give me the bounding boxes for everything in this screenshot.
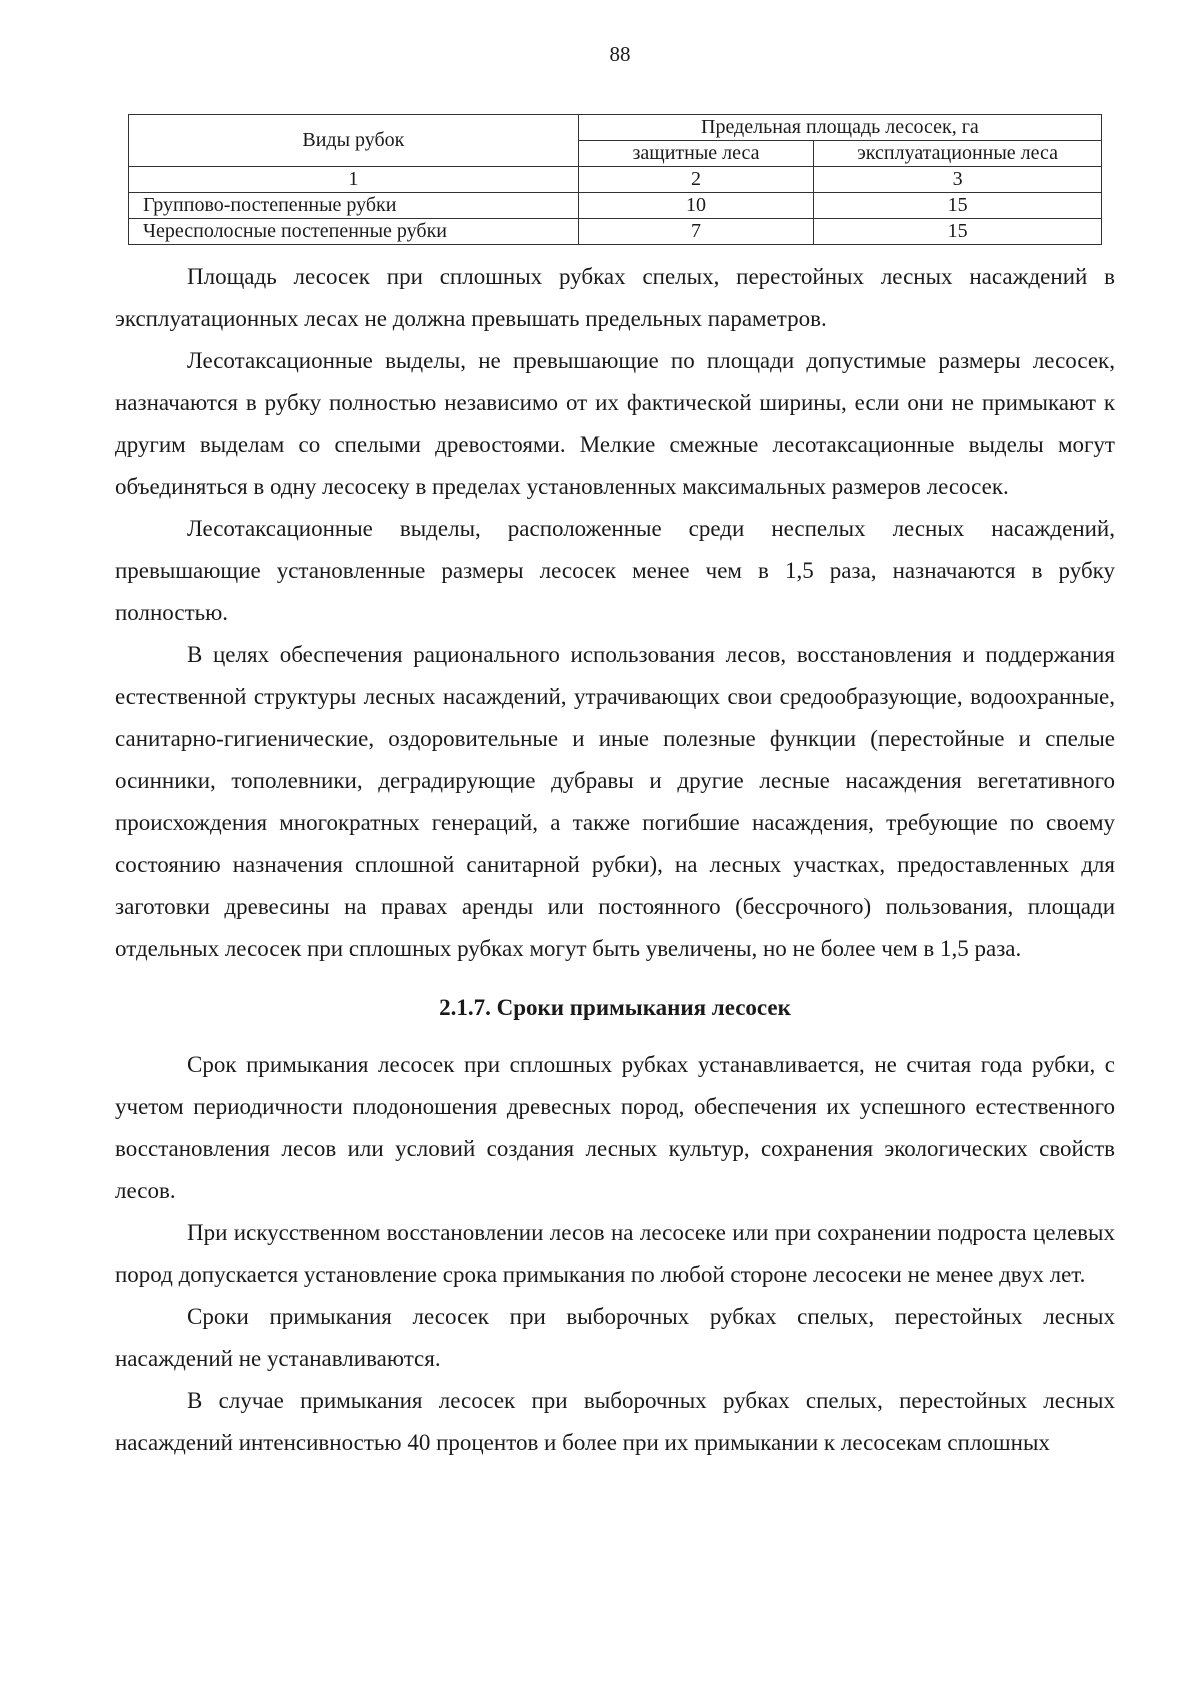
paragraph: Площадь лесосек при сплошных рубках спелых, перестойных лесных насаждений в эксплуатационных лесах не должна превышать предельных параметров.	[115, 264, 1115, 331]
paragraph: Сроки примыкания лесосек при выборочных рубках спелых, перестойных лесных насаждений не устанавливаются.	[115, 1304, 1115, 1371]
paragraph: Срок примыкания лесосек при сплошных рубках устанавливается, не считая года рубки, с учетом периодичности плодоношения древесных пород, обеспечения их успешного естественного восстановления лесов или условий создания лесных культур, сохранения экологических свойств лесов.	[115, 1052, 1115, 1203]
header-protective-forests: защитные леса	[578, 141, 813, 167]
cut-type-cell: Чересполосные постепенные рубки	[129, 219, 579, 245]
paragraph: В случае примыкания лесосек при выборочных рубках спелых, перестойных лесных насаждений интенсивностью 40 процентов и более при их примыкании к лесосекам сплошных	[115, 1388, 1115, 1455]
paragraph: В целях обеспечения рационального использования лесов, восстановления и поддержания естественной структуры лесных насаждений, утрачивающих свои средообразующие, водоохранные, санитарно-гигиенические, оздоровительные и иные полезные функции (перестойные и спелые осинники, тополевники, деградирующие дубравы и другие лесные насаждения вегетативного происхождения многократных генераций, а также погибшие насаждения, требующие по своему состоянию назначения сплошной санитарной рубки), на лесных участках, предоставленных для заготовки древесины на правах аренды или постоянного (бессрочного) пользования, площади отдельных лесосек при сплошных рубках могут быть увеличены, но не более чем в 1,5 раза.	[115, 642, 1115, 961]
page-number: 88	[609, 42, 631, 66]
index-cell: 3	[814, 167, 1102, 193]
index-cell: 1	[129, 167, 579, 193]
protective-area-cell: 10	[578, 193, 813, 219]
table-header-row	[129, 115, 1102, 141]
paragraph: Лесотаксационные выделы, расположенные среди неспелых лесных насаждений, превышающие установленные размеры лесосек менее чем в 1,5 раза, назначаются в рубку полностью.	[115, 516, 1115, 625]
document-body	[115, 256, 1115, 1464]
exploitation-area-cell: 15	[814, 193, 1102, 219]
index-cell: 2	[578, 167, 813, 193]
paragraph: Лесотаксационные выделы, не превышающие по площади допустимые размеры лесосек, назначаются в рубку полностью независимо от их фактической ширины, если они не примыкают к другим выделам со спелыми древостоями. Мелкие смежные лесотаксационные выделы могут объединяться в одну лесосеку в пределах установленных максимальных размеров лесосек.	[115, 348, 1115, 499]
exploitation-area-cell: 15	[814, 219, 1102, 245]
paragraph: При искусственном восстановлении лесов на лесосеке или при сохранении подроста целевых пород допускается установление срока примыкания по любой стороне лесосеки не менее двух лет.	[115, 1220, 1115, 1287]
table-row	[129, 219, 1102, 245]
cut-type-cell: Группово-постепенные рубки	[129, 193, 579, 219]
protective-area-cell: 7	[578, 219, 813, 245]
header-cut-type: Виды рубок	[129, 115, 579, 167]
header-area-limit: Предельная площадь лесосек, га	[578, 115, 1101, 141]
cutting-area-table	[128, 114, 1102, 245]
header-exploitation-forests: эксплуатационные леса	[814, 141, 1102, 167]
table-row	[129, 193, 1102, 219]
table-index-row	[129, 167, 1102, 193]
section-heading: 2.1.7. Сроки примыкания лесосек	[439, 995, 791, 1020]
